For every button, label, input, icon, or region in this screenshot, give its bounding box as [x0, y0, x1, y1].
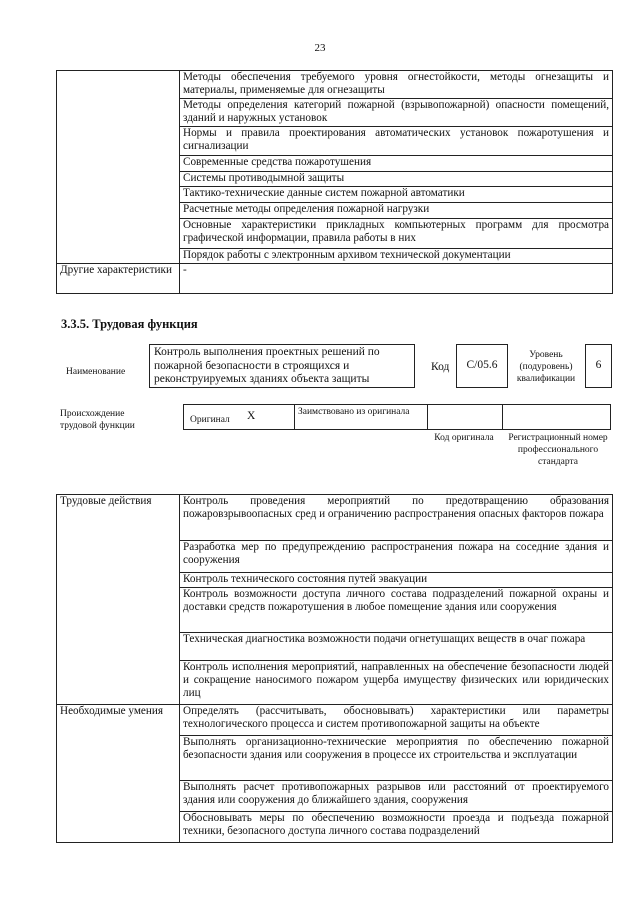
knowledge-row: Тактико-технические данные систем пожарной автоматики — [180, 187, 613, 203]
skill-row: Выполнять организационно-технические мероприятия по обеспечению пожарной безопасности здания или сооружения в процессе их строительства и эксплуатации — [180, 736, 613, 781]
divider — [294, 405, 295, 429]
knowledge-row: Основные характеристики прикладных компьютерных программ для просмотра графической информации, правила работы в них — [180, 219, 613, 249]
level-label: Уровень (подуровень) квалификации — [516, 350, 576, 384]
page-number: 23 — [314, 42, 326, 54]
original-mark: X — [247, 410, 256, 422]
action-row: Техническая диагностика возможности подачи огнетушащих веществ в очаг пожара — [180, 633, 613, 661]
original-label: Оригинал — [190, 415, 230, 425]
action-row: Контроль исполнения мероприятий, направленных на обеспечение безопасности людей и сокращение наносимого пожаром ущерба имуществу физических или юридических лиц — [180, 661, 613, 705]
knowledge-row: Системы противодымной защиты — [180, 172, 613, 187]
registration-number-caption: Регистрационный номер профессионального стандарта — [508, 433, 608, 467]
code-value-box: C/05.6 — [456, 344, 508, 388]
code-original-caption: Код оригинала — [434, 433, 494, 443]
level-value-box: 6 — [585, 344, 612, 388]
skill-row: Обосновывать меры по обеспечению возможности проезда и подъезда пожарной техники, безопасного доступа личного состава подразделений — [180, 812, 613, 843]
knowledge-row: Методы обеспечения требуемого уровня огнестойкости, методы огнезащиты и материалы, применяемые для огнезащиты — [180, 71, 613, 99]
action-row: Разработка мер по предупреждению распространения пожара на соседние здания и сооружения — [180, 541, 613, 573]
action-row: Контроль проведения мероприятий по предотвращению образования пожаровзрывоопасных сред и ограничению распространения опасных факторов пожара — [180, 495, 613, 541]
knowledge-row: Порядок работы с электронным архивом технической документации — [180, 249, 613, 264]
function-name-box: Контроль выполнения проектных решений по пожарной безопасности в строящихся и реконструируемых зданиях объекта защиты — [149, 344, 415, 388]
divider — [427, 405, 428, 429]
action-row: Контроль возможности доступа личного состава подразделений пожарной охраны и доставки средств пожаротушения в любое помещение здания или сооружения — [180, 588, 613, 633]
knowledge-row: Современные средства пожаротушения — [180, 156, 613, 172]
divider — [502, 405, 503, 429]
other-characteristics-value: - — [180, 264, 613, 294]
work-table — [56, 494, 613, 843]
section-heading: 3.3.5. Трудовая функция — [61, 317, 198, 331]
skill-row: Определять (рассчитывать, обосновывать) характеристики или параметры технологического процесса и систем противопожарной защиты на объекте — [180, 705, 613, 736]
origin-label: Происхождение трудовой функции — [60, 409, 135, 431]
other-characteristics-label: Другие характеристики — [57, 264, 180, 294]
code-label: Код — [431, 361, 450, 373]
knowledge-row: Методы определения категорий пожарной (взрывопожарной) опасности помещений, зданий и наружных установок — [180, 99, 613, 127]
actions-label: Трудовые действия — [57, 495, 180, 705]
name-label: Наименование — [66, 367, 126, 377]
left-empty-cell — [57, 71, 180, 264]
knowledge-row: Расчетные методы определения пожарной нагрузки — [180, 203, 613, 219]
knowledge-row: Нормы и правила проектирования автоматических установок пожаротушения и сигнализации — [180, 127, 613, 156]
borrowed-label: Заимствовано из оригинала — [298, 407, 410, 417]
action-row: Контроль технического состояния путей эвакуации — [180, 573, 613, 588]
skill-row: Выполнять расчет противопожарных разрывов или расстояний от проектируемого здания или сооружения до ближайшего здания, сооружения — [180, 781, 613, 812]
knowledge-table — [56, 70, 613, 294]
skills-label: Необходимые умения — [57, 705, 180, 843]
